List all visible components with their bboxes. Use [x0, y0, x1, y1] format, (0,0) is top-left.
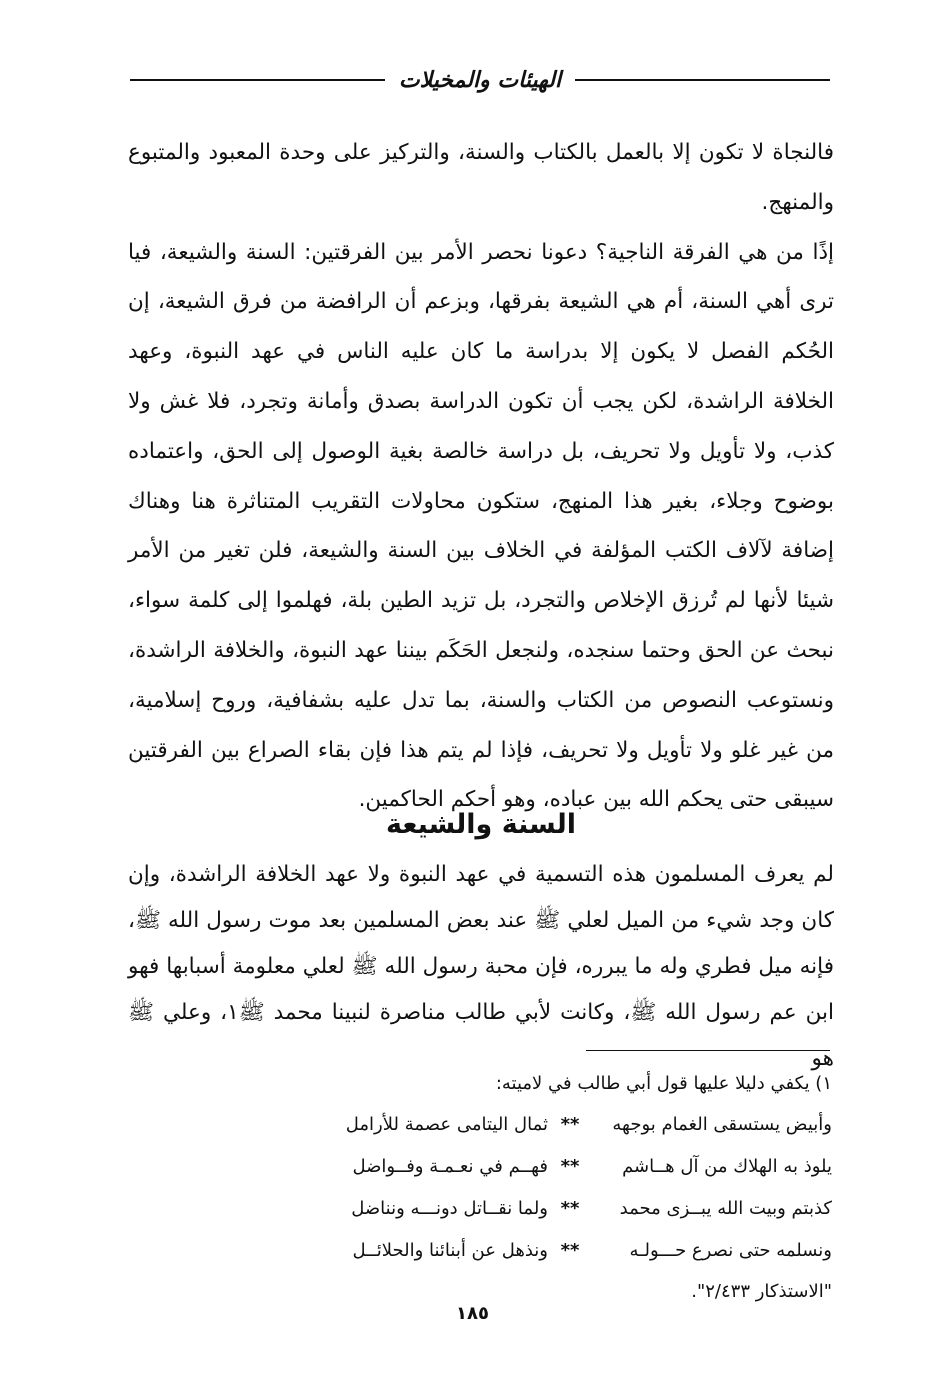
verse-first-hemistich: كذبتم وبيت الله يبــزى محمد — [619, 1198, 832, 1219]
poem-verse — [300, 1188, 832, 1230]
verse-separator: ** — [560, 1240, 580, 1261]
verse-separator: ** — [560, 1198, 580, 1219]
footnote-source: "الاستذكار ٢/٤٣٣". — [691, 1281, 832, 1302]
verse-separator: ** — [560, 1114, 580, 1135]
verse-first-hemistich: ونسلمه حتى نصرع حـــولـه — [629, 1240, 832, 1261]
header-rule-right — [575, 79, 830, 81]
paragraph: إذًا من هي الفرقة الناجية؟ دعونا نحصر الأمر بين الفرقتين: السنة والشيعة، فيا ترى أهي السنة، أم هي الشيعة بفرقها، وبزعم أن الرافضة من فرق الشيعة، إن الحُكم الفصل لا يكون إلا بدراسة ما كان عليه الناس في عهد النبوة، وعهد الخلافة الراشدة، لكن يجب أن تكون الدراسة بصدق وأمانة وتجرد، فلا غش ولا كذب، ولا تأويل ولا تحريف، بل دراسة خالصة بغية الوصول إلى الحق، واعتماده بوضوح وجلاء، بغير هذا المنهج، ستكون محاولات التقريب المتناثرة هنا وهناك إضافة لآلاف الكتب المؤلفة في الخلاف بين السنة والشيعة، فلن تغير من الأمر شيئا لأنها لم تُرزق الإخلاص والتجرد، بل تزيد الطين بلة، فهلموا إلى كلمة سواء، نبحث عن الحق وحتما سنجده، ولنجعل الحَكَم بيننا عهد النبوة، والخلافة الراشدة، ونستوعب النصوص من الكتاب والسنة، بما تدل عليه بشفافية، وروح إسلامية، من غير غلو ولا تأويل ولا تحريف، فإذا لم يتم هذا فإن بقاء الصراع بين الفرقتين سيبقى حتى يحكم الله بين عباده، وهو أحكم الحاكمين. — [128, 239, 834, 813]
verse-second-hemistich: ونذهل عن أبنائنا والحلائــل — [352, 1240, 548, 1261]
verse-second-hemistich: ولما نقــاتل دونـــه ونناضل — [351, 1198, 548, 1219]
page-header — [130, 62, 830, 98]
verse-second-hemistich: ثمال اليتامى عصمة للأرامل — [345, 1114, 548, 1135]
paragraph: لم يعرف المسلمون هذه التسمية في عهد النبوة ولا عهد الخلافة الراشدة، وإن كان وجد شيء من الميل لعلي ﷺ عند بعض المسلمين بعد موت رسول الله ﷺ، فإنه ميل فطري وله ما يبرره، فإن محبة رسول الله ﷺ لعلي معلومة أسبابها فهو ابن عم رسول الله ﷺ، وكانت لأبي طالب مناصرة لنبينا محمد ﷺ١، وعلي ﷺ هو — [128, 862, 834, 1071]
verse-first-hemistich: يلوذ به الهلاك من آل هــاشم — [622, 1156, 832, 1177]
footnote-block — [300, 1064, 832, 1312]
footnote-separator — [586, 1050, 830, 1051]
poem-verse — [300, 1146, 832, 1188]
poem-verse — [300, 1104, 832, 1146]
verse-separator: ** — [560, 1156, 580, 1177]
page-number: ١٨٥ — [456, 1303, 489, 1324]
verse-second-hemistich: فهــم في نعـمـة وفــواضل — [352, 1156, 548, 1177]
section-heading: السنة والشيعة — [386, 809, 576, 840]
footnote-intro: ١) يكفي دليلا عليها قول أبي طالب في لاميته: — [495, 1073, 832, 1094]
verse-first-hemistich: وأبيض يستسقى الغمام بوجهه — [612, 1114, 832, 1135]
main-text-top — [128, 128, 834, 825]
header-rule-left — [130, 79, 385, 81]
header-title: الهيئات والمخيلات — [398, 67, 562, 93]
main-text-bottom — [128, 852, 834, 1082]
paragraph: فالنجاة لا تكون إلا بالعمل بالكتاب والسنة، والتركيز على وحدة المعبود والمتبوع والمنهج. — [128, 140, 834, 215]
poem-verse — [300, 1230, 832, 1272]
